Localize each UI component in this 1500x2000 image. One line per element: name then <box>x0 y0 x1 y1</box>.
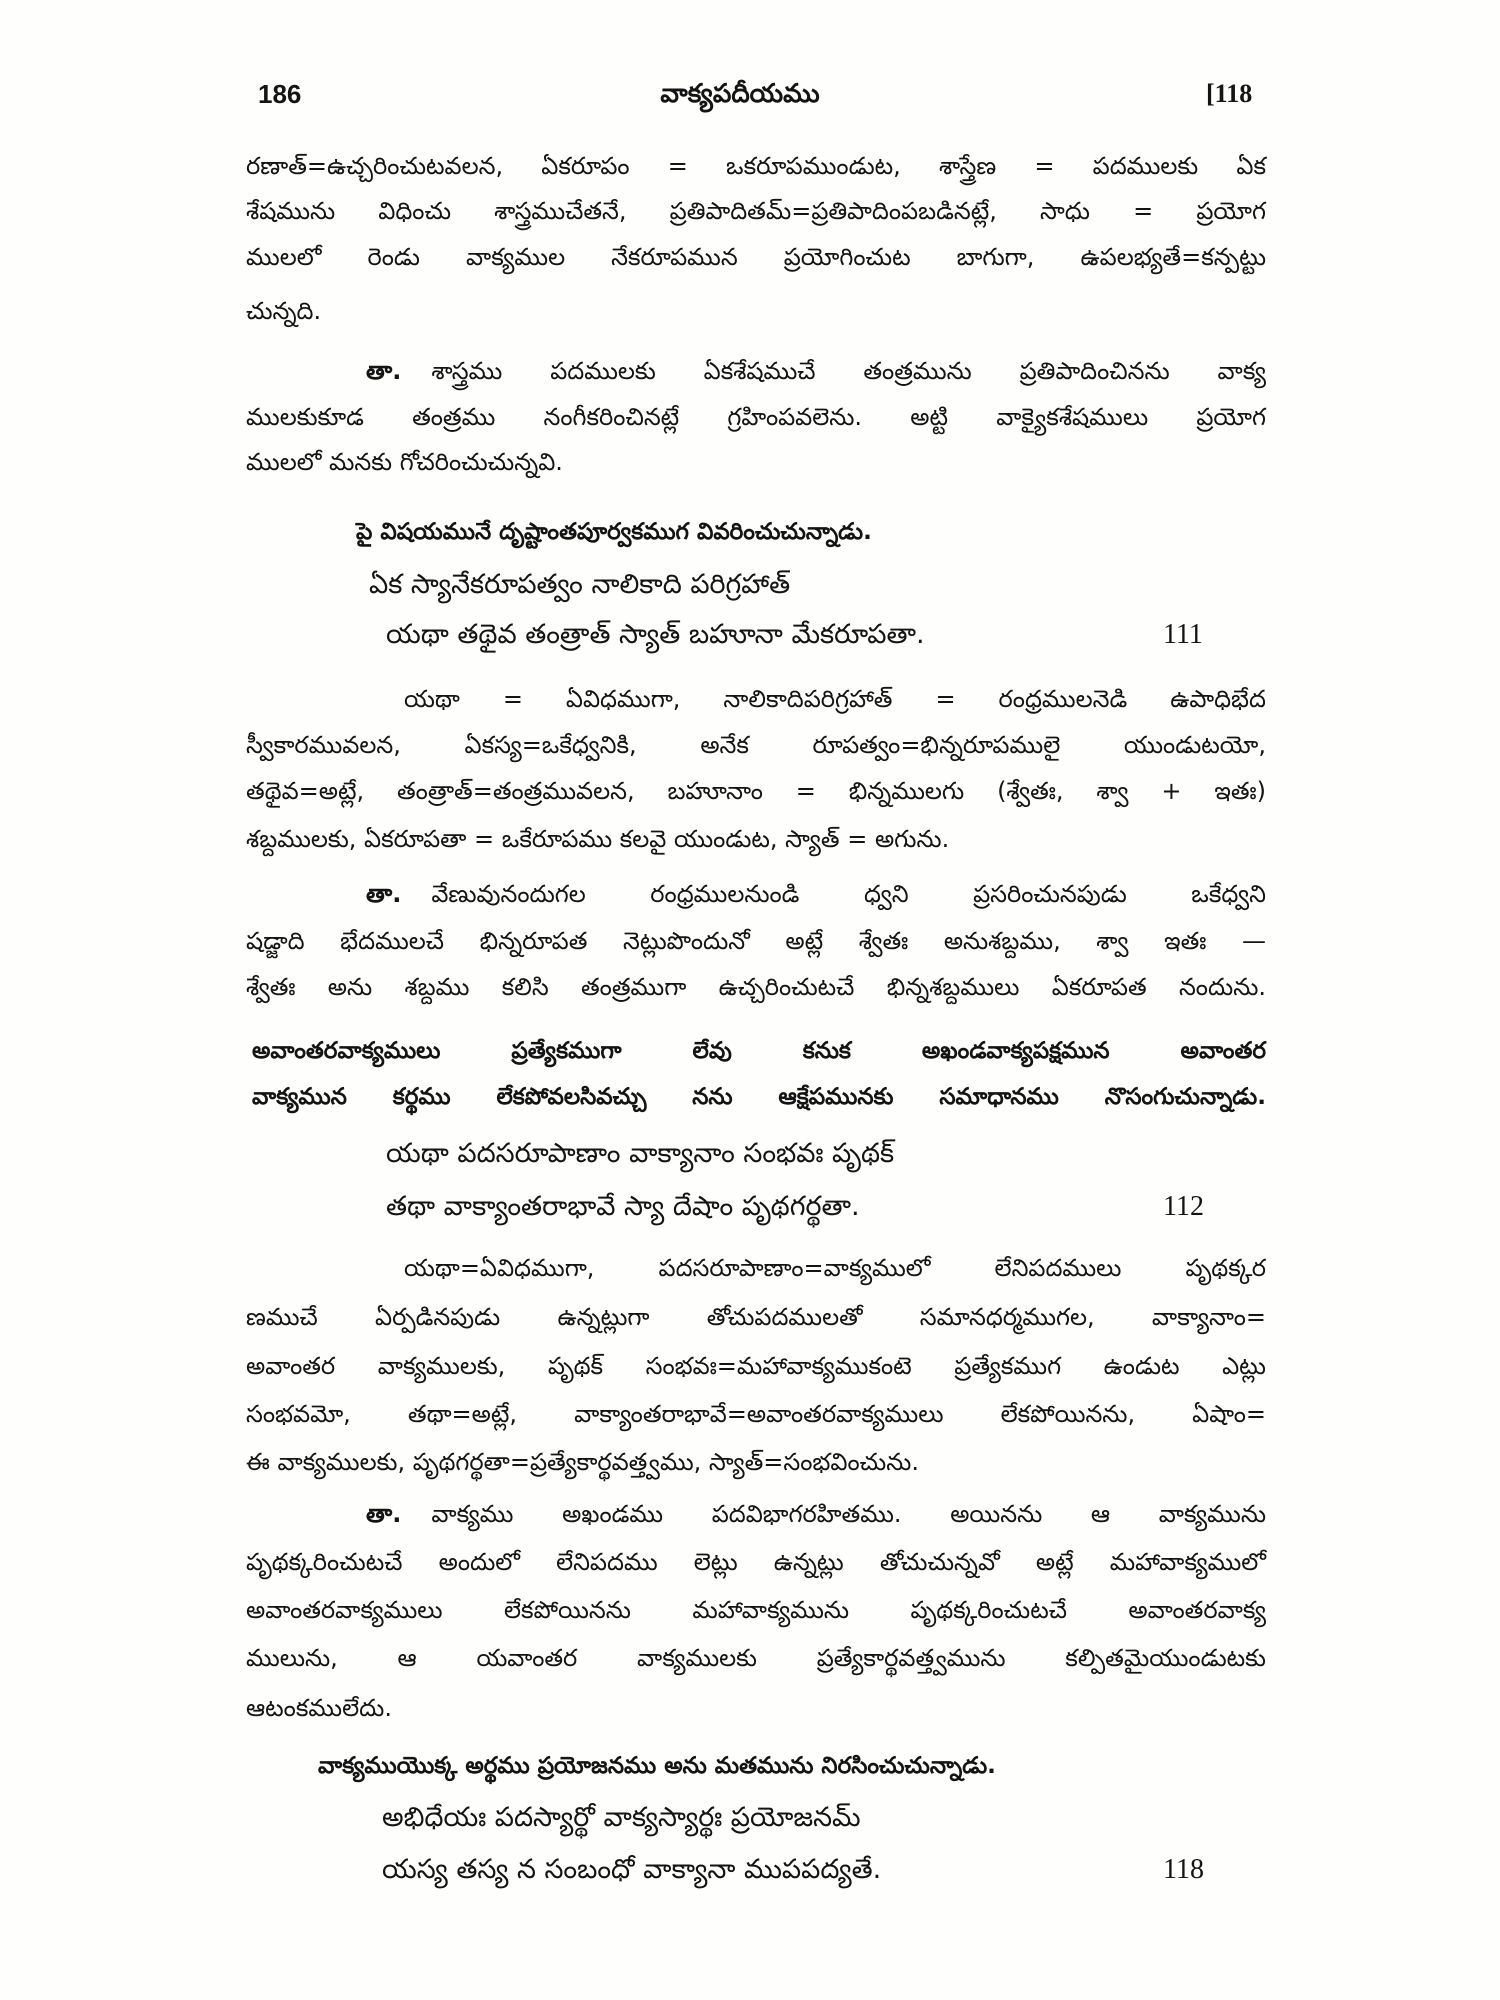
body-line: ణముచే ఏర్పడినపుడు ఉన్నట్లుగా తోచుపదములతో సమానధర్మముగల, వాక్యానాం= <box>246 1303 1266 1331</box>
tatparya-line <box>366 352 1266 390</box>
verse-line: యస్య తస్య న సంబంధో వాక్యానా ముపపద్యతే. <box>382 1854 882 1885</box>
body-line: చున్నది. <box>246 297 322 325</box>
body-line: రణాత్=ఉచ్చరించుటవలన, ఏకరూపం = ఒకరూపముండుట, శాస్త్రేణ = పదములకు ఏక <box>246 152 1266 180</box>
intro-line: వాక్యముయొక్క అర్థము ప్రయోజనము అను మతమును నిరసించుచున్నాడు. <box>318 1753 996 1779</box>
body-line: ములలో రెండు వాక్యముల నేకరూపమున ప్రయోగించుట బాగుగా, ఉపలభ్యతే=కన్పట్టు <box>246 243 1266 271</box>
body-line: షడ్జాది భేదములచే భిన్నరూపత నెట్లుపొందునో అట్లే శ్వేతః అనుశబ్దము, శ్వా ఇతః — <box>246 927 1266 955</box>
padartha-line: యథా = ఏవిధముగా, నాలికాదిపరిగ్రహాత్ = రంధ్రములనెడి ఉపాధిభేద <box>404 685 1266 713</box>
verse-number: 118 <box>1163 1854 1204 1885</box>
body-line: ములును, ఆ యవాంతర వాక్యములకు ప్రత్యేకార్థవత్త్వమును కల్పితమైయుండుటకు <box>246 1644 1266 1672</box>
body-line: ములకుకూడ తంత్రము నంగీకరించినట్లే గ్రహింపవలెను. అట్టి వాక్యైకశేషములు ప్రయోగ <box>246 403 1266 431</box>
verse-line: యథా తథైవ తంత్రాత్ స్యాత్ బహూనా మేకరూపతా. <box>386 619 925 650</box>
intro-line: అవాంతరవాక్యములు ప్రత్యేకముగా లేవు కనుక అఖండవాక్యపక్షమున అవాంతర <box>252 1038 1266 1064</box>
padartha-line: యథా=ఏవిధముగా, పదసరూపాణాం=వాక్యములో లేనిపదములు పృథక్కర <box>404 1254 1266 1282</box>
tatparya-label: తా. <box>366 880 402 908</box>
body-line: ఈ వాక్యములకు, పృథగర్థతా=ప్రత్యేకార్థవత్త్వము, స్యాత్=సంభవించును. <box>246 1448 919 1476</box>
tatparya-label: తా. <box>366 357 402 385</box>
tatparya-line <box>366 875 1266 913</box>
verse-line: అభిధేయః పదస్యార్థో వాక్యస్యార్థః ప్రయోజనమ్ <box>382 1802 861 1833</box>
body-line: సంభవమో, తథా=అట్లే, వాక్యాంతరాభావే=అవాంతరవాక్యములు లేకపోయినను, ఏషాం= <box>246 1400 1266 1428</box>
tatparya-line <box>366 1495 1266 1533</box>
tatparya-text: శాస్త్రము పదములకు ఏకశేషముచే తంత్రమును ప్రతిపాదించినను వాక్య <box>431 357 1266 385</box>
tatparya-text: వేణువునందుగల రంధ్రములనుండి ధ్వని ప్రసరించునపుడు ఒకేధ్వని <box>431 880 1266 908</box>
body-line: స్వీకారమువలన, ఏకస్య=ఒకేధ్వనికి, అనేక రూపత్వం=భిన్నరూపములై యుండుటయో, <box>246 731 1266 759</box>
intro-line: పై విషయమునే దృష్టాంతపూర్వకముగ వివరించుచున్నాడు. <box>356 519 872 545</box>
intro-line: వాక్యమున కర్థము లేకపోవలసివచ్చు నను ఆక్షేపమునకు సమాధానము నొసంగుచున్నాడు. <box>252 1084 1266 1110</box>
body-line: తథైవ=అట్లే, తంత్రాత్=తంత్రమువలన, బహూనాం = భిన్నములగు (శ్వేతః, శ్వా + ఇతః) <box>246 777 1266 805</box>
tatparya-label: తా. <box>366 1500 402 1528</box>
body-line: ఆటంకములేదు. <box>246 1694 392 1722</box>
verse-number: 112 <box>1163 1191 1204 1222</box>
verse-line: యథా పదసరూపాణాం వాక్యానాం సంభవః పృథక్ <box>386 1138 895 1169</box>
section-marker: [118 <box>1206 79 1253 108</box>
verse-number: 111 <box>1163 619 1203 650</box>
body-line: అవాంతర వాక్యములకు, పృథక్ సంభవః=మహావాక్యముకంటె ప్రత్యేకముగ ఉండుట ఎట్లు <box>246 1352 1266 1380</box>
body-line: ములలో మనకు గోచరించుచున్నవి. <box>246 448 563 476</box>
body-line: శబ్దములకు, ఏకరూపతా = ఒకేరూపము కలవై యుండుట, స్యాత్ = అగును. <box>246 825 950 853</box>
page-number: 186 <box>258 79 302 109</box>
body-line: శ్వేతః అను శబ్దము కలిసి తంత్రముగా ఉచ్చరించుటచే భిన్నశబ్దములు ఏకరూపత నందును. <box>246 973 1266 1001</box>
verse-line: ఏక స్యానేకరూపత్వం నాలికాది పరిగ్రహాత్ <box>369 569 791 600</box>
tatparya-text: వాక్యము అఖండము పదవిభాగరహితము. అయినను ఆ వాక్యమును <box>431 1500 1266 1528</box>
body-line: శేషమును విధించు శాస్త్రముచేతనే, ప్రతిపాదితమ్=ప్రతిపాదింపబడినట్లే, సాధు = ప్రయోగ <box>246 197 1266 225</box>
verse-line: తథా వాక్యాంతరాభావే స్యా దేషాం పృథగర్థతా. <box>386 1191 860 1222</box>
body-line: అవాంతరవాక్యములు లేకపోయినను మహావాక్యమును పృథక్కరించుటచే అవాంతరవాక్య <box>246 1596 1266 1624</box>
running-title: వాక్యపదీయము <box>660 79 820 109</box>
body-line: పృథక్కరించుటచే అందులో లేనిపదము లెట్లు ఉన్నట్లు తోచుచున్నవో అట్లే మహావాక్యములో <box>246 1548 1266 1576</box>
